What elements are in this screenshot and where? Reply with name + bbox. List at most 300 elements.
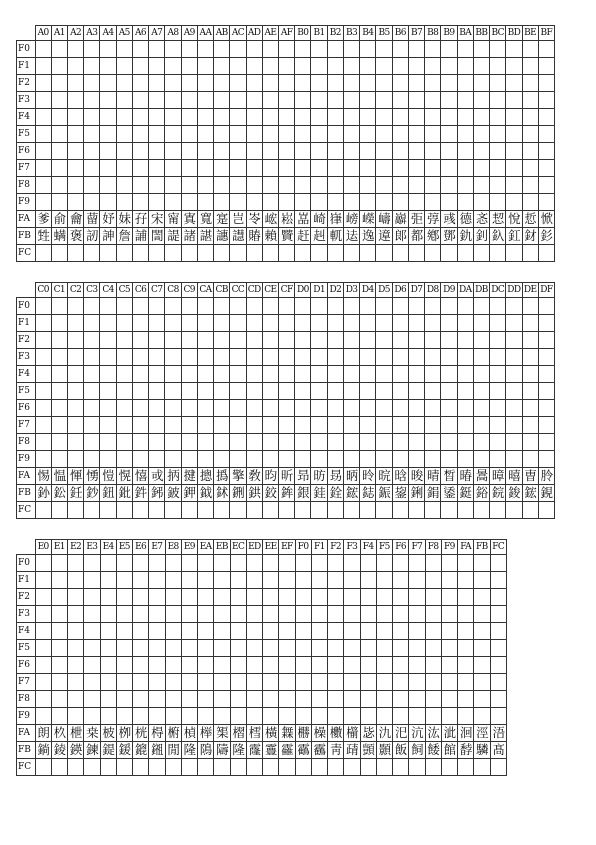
- glyph-cell: [197, 383, 213, 400]
- row-header: F2: [17, 332, 36, 349]
- glyph-cell: [408, 92, 424, 109]
- column-header: C6: [132, 283, 148, 298]
- glyph-cell: [473, 298, 489, 315]
- glyph-cell: [458, 606, 474, 623]
- glyph-cell: [441, 349, 457, 366]
- column-header: D6: [392, 283, 408, 298]
- glyph-cell: [360, 160, 376, 177]
- glyph-cell: [149, 143, 165, 160]
- glyph-cell: [376, 759, 392, 776]
- glyph-cell: [408, 451, 424, 468]
- glyph-cell: 鋑: [506, 485, 522, 502]
- table-row: [17, 606, 507, 623]
- glyph-cell: [295, 366, 311, 383]
- glyph-cell: [230, 160, 246, 177]
- glyph-cell: [230, 194, 246, 211]
- glyph-cell: [522, 349, 538, 366]
- glyph-cell: [425, 606, 441, 623]
- glyph-cell: [181, 58, 197, 75]
- glyph-cell: [343, 109, 359, 126]
- glyph-cell: [408, 75, 424, 92]
- glyph-cell: [214, 58, 230, 75]
- glyph-cell: [328, 691, 344, 708]
- glyph-cell: [51, 349, 67, 366]
- glyph-cell: [181, 383, 197, 400]
- glyph-cell: [311, 160, 327, 177]
- glyph-cell: 橳: [295, 725, 311, 742]
- glyph-cell: [149, 589, 165, 606]
- glyph-cell: 暿: [506, 468, 522, 485]
- glyph-cell: [490, 366, 506, 383]
- glyph-cell: [409, 657, 425, 674]
- glyph-cell: 赳: [311, 228, 327, 245]
- column-header: A6: [132, 26, 148, 41]
- column-header: E6: [133, 540, 149, 555]
- glyph-cell: 褒: [67, 228, 83, 245]
- glyph-cell: [262, 109, 278, 126]
- column-header: CB: [214, 283, 230, 298]
- glyph-cell: 龠: [67, 211, 83, 228]
- table-row: [17, 92, 555, 109]
- glyph-cell: [376, 160, 392, 177]
- glyph-cell: [441, 298, 457, 315]
- glyph-cell: [181, 349, 197, 366]
- glyph-cell: [197, 109, 213, 126]
- glyph-cell: [490, 41, 506, 58]
- glyph-cell: 釞: [490, 228, 506, 245]
- glyph-cell: [506, 298, 522, 315]
- glyph-cell: [35, 41, 51, 58]
- table-row: [17, 451, 555, 468]
- glyph-cell: [343, 245, 359, 262]
- table-row: [17, 126, 555, 143]
- glyph-cell: 鋐: [343, 485, 359, 502]
- glyph-cell: [441, 366, 457, 383]
- glyph-cell: [457, 245, 473, 262]
- row-header: F9: [17, 194, 36, 211]
- glyph-cell: [149, 674, 165, 691]
- glyph-cell: [132, 75, 148, 92]
- column-header: AB: [214, 26, 230, 41]
- glyph-cell: [262, 366, 278, 383]
- glyph-cell: [132, 502, 148, 519]
- glyph-cell: [441, 623, 457, 640]
- glyph-cell: [538, 315, 554, 332]
- glyph-cell: [132, 92, 148, 109]
- glyph-cell: 遧: [376, 228, 392, 245]
- glyph-cell: [457, 332, 473, 349]
- glyph-cell: [165, 160, 181, 177]
- glyph-cell: 鉶: [230, 485, 246, 502]
- column-header: B2: [327, 26, 343, 41]
- glyph-cell: [538, 92, 554, 109]
- glyph-cell: [392, 366, 408, 383]
- glyph-cell: [490, 315, 506, 332]
- glyph-cell: [197, 332, 213, 349]
- glyph-cell: [230, 640, 246, 657]
- glyph-cell: [392, 41, 408, 58]
- glyph-cell: [214, 708, 230, 725]
- glyph-cell: [425, 417, 441, 434]
- glyph-cell: [132, 366, 148, 383]
- glyph-cell: [246, 572, 262, 589]
- glyph-cell: [441, 451, 457, 468]
- glyph-cell: [506, 245, 522, 262]
- glyph-cell: [360, 759, 376, 776]
- glyph-cell: [522, 160, 538, 177]
- column-header: E2: [68, 540, 84, 555]
- glyph-cell: [425, 502, 441, 519]
- glyph-cell: [457, 383, 473, 400]
- glyph-cell: [197, 75, 213, 92]
- column-header: CF: [279, 283, 295, 298]
- glyph-cell: [181, 640, 197, 657]
- glyph-cell: [100, 400, 116, 417]
- glyph-cell: [490, 58, 506, 75]
- glyph-cell: [132, 383, 148, 400]
- glyph-cell: 昕: [279, 468, 295, 485]
- glyph-cell: [360, 75, 376, 92]
- glyph-cell: [506, 366, 522, 383]
- glyph-cell: 赶: [295, 228, 311, 245]
- glyph-cell: [67, 245, 83, 262]
- glyph-cell: [343, 383, 359, 400]
- column-header: DB: [473, 283, 489, 298]
- glyph-cell: [408, 41, 424, 58]
- glyph-cell: 靕: [344, 742, 360, 759]
- glyph-cell: [246, 502, 262, 519]
- glyph-cell: [327, 143, 343, 160]
- glyph-cell: [295, 349, 311, 366]
- glyph-cell: [409, 708, 425, 725]
- glyph-cell: [165, 126, 181, 143]
- glyph-cell: [263, 640, 279, 657]
- column-header: D1: [311, 283, 327, 298]
- glyph-cell: [490, 194, 506, 211]
- glyph-cell: [506, 92, 522, 109]
- glyph-cell: [132, 194, 148, 211]
- glyph-cell: [230, 400, 246, 417]
- glyph-cell: [425, 708, 441, 725]
- table-row: [17, 555, 507, 572]
- glyph-cell: 暠: [473, 468, 489, 485]
- row-header: FC: [17, 502, 36, 519]
- glyph-cell: [230, 708, 246, 725]
- glyph-cell: [165, 589, 181, 606]
- glyph-cell: [506, 315, 522, 332]
- glyph-cell: [149, 92, 165, 109]
- glyph-cell: [197, 177, 213, 194]
- glyph-cell: 嶸: [360, 211, 376, 228]
- glyph-cell: [360, 349, 376, 366]
- glyph-cell: [490, 691, 507, 708]
- glyph-cell: [230, 589, 246, 606]
- glyph-cell: [409, 606, 425, 623]
- glyph-cell: 甯: [165, 211, 181, 228]
- glyph-cell: [360, 640, 376, 657]
- glyph-cell: 嵂: [327, 211, 343, 228]
- glyph-cell: [100, 332, 116, 349]
- glyph-cell: [133, 572, 149, 589]
- glyph-cell: [457, 502, 473, 519]
- glyph-cell: [376, 92, 392, 109]
- glyph-cell: [538, 298, 554, 315]
- glyph-cell: [360, 143, 376, 160]
- glyph-cell: [51, 417, 67, 434]
- glyph-cell: [360, 657, 376, 674]
- glyph-cell: [360, 126, 376, 143]
- glyph-cell: [35, 606, 51, 623]
- glyph-cell: [116, 160, 132, 177]
- glyph-cell: [230, 109, 246, 126]
- glyph-cell: 鉥: [214, 485, 230, 502]
- glyph-cell: [35, 75, 51, 92]
- glyph-cell: [149, 177, 165, 194]
- glyph-cell: [51, 177, 67, 194]
- glyph-cell: 棏: [149, 725, 165, 742]
- glyph-cell: [441, 383, 457, 400]
- glyph-cell: [246, 92, 262, 109]
- glyph-cell: [344, 691, 360, 708]
- glyph-cell: 櫢: [328, 725, 344, 742]
- glyph-cell: [35, 691, 51, 708]
- table-row: [17, 383, 555, 400]
- glyph-cell: [149, 332, 165, 349]
- glyph-cell: [68, 657, 84, 674]
- table-row: [17, 640, 507, 657]
- glyph-cell: [84, 555, 100, 572]
- glyph-cell: [165, 75, 181, 92]
- glyph-cell: 鋿: [35, 742, 51, 759]
- glyph-cell: [197, 366, 213, 383]
- glyph-cell: [441, 177, 457, 194]
- glyph-cell: [458, 657, 474, 674]
- glyph-cell: [295, 674, 311, 691]
- table-row: [17, 589, 507, 606]
- glyph-cell: [360, 245, 376, 262]
- glyph-cell: [360, 383, 376, 400]
- column-header: C8: [165, 283, 181, 298]
- glyph-cell: [132, 349, 148, 366]
- glyph-cell: [214, 349, 230, 366]
- column-header: F4: [360, 540, 376, 555]
- glyph-cell: [149, 383, 165, 400]
- glyph-cell: 諟: [165, 228, 181, 245]
- row-header: F1: [17, 572, 36, 589]
- glyph-cell: [230, 58, 246, 75]
- glyph-cell: [263, 555, 279, 572]
- glyph-cell: [84, 349, 100, 366]
- glyph-cell: 昀: [262, 468, 278, 485]
- glyph-cell: [68, 674, 84, 691]
- glyph-cell: [457, 160, 473, 177]
- column-header-row: [17, 26, 555, 41]
- glyph-cell: [343, 75, 359, 92]
- glyph-cell: [214, 75, 230, 92]
- glyph-cell: [100, 555, 116, 572]
- column-header: B8: [425, 26, 441, 41]
- glyph-cell: [425, 143, 441, 160]
- glyph-cell: 釥: [35, 485, 51, 502]
- glyph-cell: [376, 640, 392, 657]
- glyph-cell: [84, 245, 100, 262]
- glyph-cell: [522, 417, 538, 434]
- glyph-cell: [84, 298, 100, 315]
- glyph-cell: [311, 349, 327, 366]
- glyph-cell: [295, 759, 311, 776]
- column-header: D9: [441, 283, 457, 298]
- glyph-cell: [100, 417, 116, 434]
- glyph-cell: [181, 434, 197, 451]
- glyph-cell: 館: [441, 742, 457, 759]
- glyph-cell: [214, 143, 230, 160]
- glyph-cell: [409, 572, 425, 589]
- column-header: BC: [490, 26, 506, 41]
- glyph-cell: [68, 623, 84, 640]
- glyph-cell: [279, 502, 295, 519]
- glyph-cell: 枻: [68, 725, 84, 742]
- glyph-cell: 郞: [392, 228, 408, 245]
- glyph-cell: [490, 143, 506, 160]
- glyph-cell: [197, 502, 213, 519]
- glyph-cell: [246, 160, 262, 177]
- glyph-cell: [165, 143, 181, 160]
- glyph-cell: [246, 691, 262, 708]
- glyph-cell: [68, 708, 84, 725]
- glyph-cell: [376, 58, 392, 75]
- glyph-cell: [408, 417, 424, 434]
- glyph-cell: [473, 417, 489, 434]
- glyph-cell: [327, 58, 343, 75]
- glyph-cell: [214, 177, 230, 194]
- column-header: FB: [474, 540, 490, 555]
- glyph-cell: [149, 366, 165, 383]
- glyph-cell: [198, 691, 214, 708]
- glyph-cell: [522, 383, 538, 400]
- glyph-cell: [441, 400, 457, 417]
- glyph-cell: [181, 555, 197, 572]
- column-header: B5: [376, 26, 392, 41]
- glyph-cell: [230, 75, 246, 92]
- glyph-cell: [262, 349, 278, 366]
- glyph-cell: [51, 194, 67, 211]
- row-header: F0: [17, 298, 36, 315]
- glyph-cell: [473, 58, 489, 75]
- glyph-cell: [441, 41, 457, 58]
- glyph-cell: [506, 177, 522, 194]
- glyph-cell: [474, 572, 490, 589]
- glyph-cell: [100, 41, 116, 58]
- glyph-cell: [149, 298, 165, 315]
- glyph-cell: [279, 759, 295, 776]
- glyph-cell: [392, 332, 408, 349]
- glyph-cell: [67, 349, 83, 366]
- table-row: [17, 160, 555, 177]
- glyph-cell: [181, 589, 197, 606]
- glyph-cell: 峵: [262, 211, 278, 228]
- glyph-cell: [84, 366, 100, 383]
- glyph-cell: [246, 143, 262, 160]
- glyph-cell: [343, 315, 359, 332]
- glyph-cell: [35, 92, 51, 109]
- glyph-cell: [51, 245, 67, 262]
- glyph-cell: [35, 555, 51, 572]
- glyph-cell: [327, 366, 343, 383]
- glyph-cell: [116, 92, 132, 109]
- glyph-cell: [149, 708, 165, 725]
- glyph-cell: [360, 400, 376, 417]
- glyph-cell: [165, 640, 181, 657]
- glyph-cell: [214, 109, 230, 126]
- glyph-cell: [262, 92, 278, 109]
- row-header: FB: [17, 742, 36, 759]
- glyph-cell: [376, 434, 392, 451]
- glyph-cell: [246, 708, 262, 725]
- glyph-cell: [392, 298, 408, 315]
- glyph-cell: 飯: [393, 742, 409, 759]
- glyph-cell: [116, 606, 132, 623]
- glyph-cell: [246, 366, 262, 383]
- glyph-cell: [409, 589, 425, 606]
- glyph-cell: [116, 298, 132, 315]
- glyph-cell: [279, 434, 295, 451]
- glyph-cell: [311, 502, 327, 519]
- glyph-cell: [51, 572, 67, 589]
- glyph-cell: [392, 143, 408, 160]
- glyph-cell: [360, 315, 376, 332]
- glyph-cell: 槢: [230, 725, 246, 742]
- row-header: FB: [17, 485, 36, 502]
- glyph-cell: [181, 315, 197, 332]
- glyph-cell: [327, 41, 343, 58]
- glyph-cell: [360, 41, 376, 58]
- glyph-cell: [279, 245, 295, 262]
- glyph-cell: 鄧: [441, 228, 457, 245]
- glyph-cell: [132, 109, 148, 126]
- glyph-cell: [538, 245, 554, 262]
- glyph-cell: [279, 657, 295, 674]
- glyph-cell: [522, 400, 538, 417]
- glyph-cell: [295, 245, 311, 262]
- glyph-cell: 戓: [149, 468, 165, 485]
- glyph-cell: [246, 298, 262, 315]
- glyph-cell: [133, 708, 149, 725]
- glyph-cell: [165, 109, 181, 126]
- column-header: AE: [262, 26, 278, 41]
- column-header: DE: [522, 283, 538, 298]
- glyph-cell: [84, 502, 100, 519]
- glyph-cell: [181, 691, 197, 708]
- column-header: D7: [408, 283, 424, 298]
- table-row: [17, 691, 507, 708]
- glyph-cell: 柀: [100, 725, 116, 742]
- glyph-cell: [490, 417, 506, 434]
- glyph-cell: [295, 606, 311, 623]
- glyph-cell: 毖: [360, 725, 376, 742]
- glyph-cell: [279, 126, 295, 143]
- glyph-cell: 暙: [457, 468, 473, 485]
- glyph-cell: [116, 417, 132, 434]
- glyph-cell: [425, 555, 441, 572]
- glyph-cell: [311, 126, 327, 143]
- column-header: EA: [198, 540, 214, 555]
- row-header: F5: [17, 126, 36, 143]
- column-header: AD: [246, 26, 262, 41]
- glyph-cell: [197, 41, 213, 58]
- glyph-cell: [311, 657, 327, 674]
- glyph-cell: 譿: [230, 228, 246, 245]
- glyph-cell: [343, 434, 359, 451]
